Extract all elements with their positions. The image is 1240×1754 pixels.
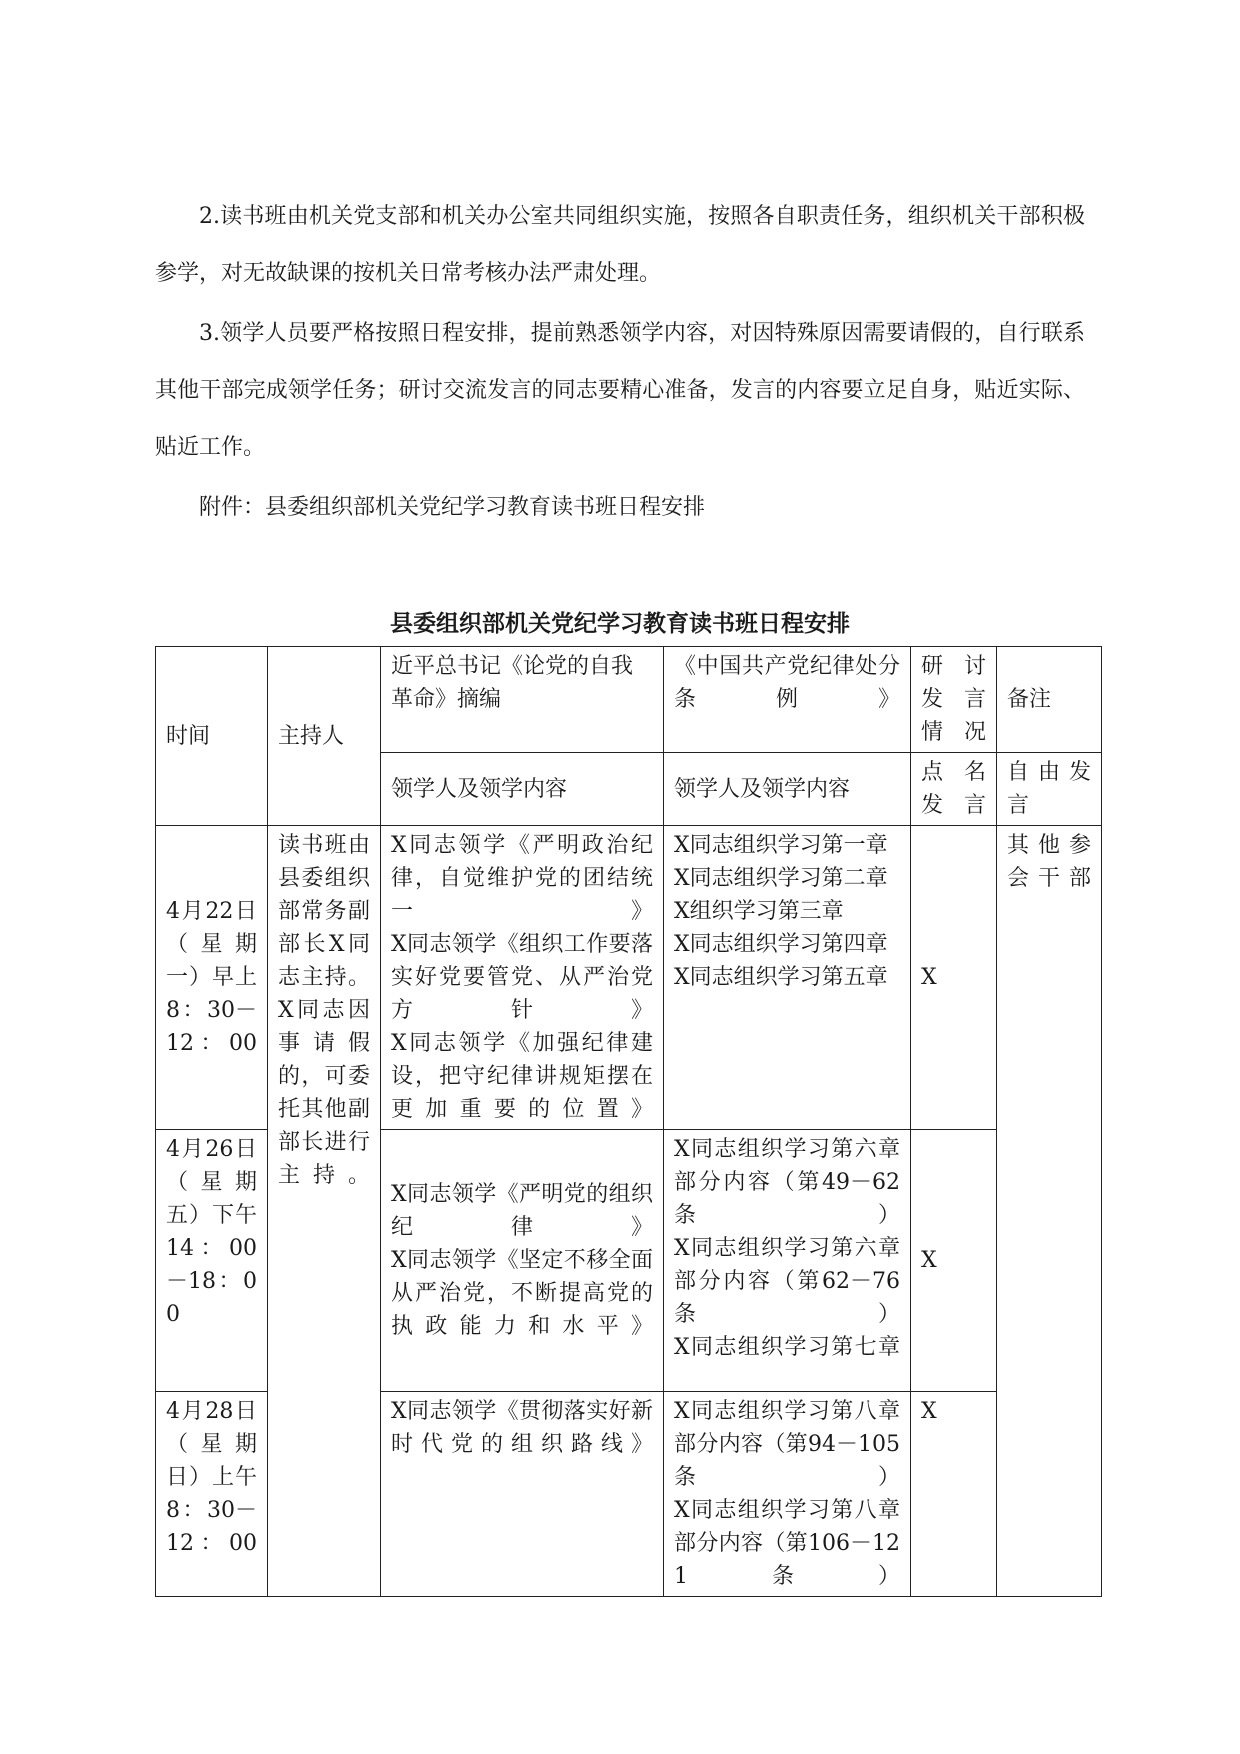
table-row [156, 826, 1102, 1130]
row3-book1 [381, 1392, 664, 1597]
row2-book2-item: X同志组织学习第六章部分内容（第49－62条） [674, 1137, 900, 1228]
subheader-book1: 领学人及领学内容 [381, 753, 664, 826]
header-remarks: 备注 [997, 647, 1102, 753]
row3-book2-item: X同志组织学习第八章部分内容（第106－121条） [674, 1498, 900, 1589]
subheader-free: 自由发言 [997, 753, 1102, 826]
row1-book2 [664, 826, 911, 1130]
row2-book1 [381, 1130, 664, 1392]
attachment-note: 附件：县委组织部机关党纪学习教育读书班日程安排 [199, 495, 706, 520]
paragraph-2: 2.读书班由机关党支部和机关办公室共同组织实施，按照各自职责任务，组织机关干部积极参学，对无故缺课的按机关日常考核办法严肃处理。 [155, 204, 1085, 286]
row1-book1 [381, 826, 664, 1130]
row2-time: 4月26日（星期五）下午14：00－18：00 [156, 1130, 268, 1392]
row3-time: 4月28日（星期日）上午8：30－12：00 [156, 1392, 268, 1597]
header-time: 时间 [156, 647, 268, 826]
row1-book1-item: X同志领学《严明政治纪律，自觉维护党的团结统一》 [391, 833, 653, 924]
row2-book1-item: X同志领学《坚定不移全面从严治党，不断提高党的执政能力和水平》 [391, 1248, 653, 1339]
host-cell: 读书班由县委组织部常务副部长X同志主持。X同志因事请假的，可委托其他副部长进行主持。 [268, 826, 381, 1597]
row3-book1-item: X同志领学《贯彻落实好新时代党的组织路线》 [391, 1399, 653, 1457]
header-book1: 近平总书记《论党的自我革命》摘编 [381, 647, 664, 753]
row1-named: X [911, 826, 997, 1130]
row1-book2-item: X组织学习第三章 [674, 899, 844, 924]
row3-book2-item: X同志组织学习第八章部分内容（第94－105条） [674, 1399, 900, 1490]
subheader-book2: 领学人及领学内容 [664, 753, 911, 826]
paragraph-3: 3.领学人员要严格按照日程安排，提前熟悉领学内容，对因特殊原因需要请假的，自行联系其他干部完成领学任务；研讨交流发言的同志要精心准备，发言的内容要立足自身，贴近实际、贴近工作。 [155, 321, 1085, 460]
row2-book2-item: X同志组织学习第六章部分内容（第62－76条） [674, 1236, 900, 1327]
row2-book1-item: X同志领学《严明党的组织纪律》 [391, 1182, 653, 1240]
row1-book2-item: X同志组织学习第五章 [674, 965, 888, 990]
row1-time: 4月22日（星期一）早上8：30－12：00 [156, 826, 268, 1130]
header-host: 主持人 [268, 647, 381, 826]
row1-book2-item: X同志组织学习第四章 [674, 932, 888, 957]
row1-book1-item: X同志领学《组织工作要落实好党要管党、从严治党方针》 [391, 932, 653, 1023]
row1-book1-item: X同志领学《加强纪律建设，把守纪律讲规矩摆在更加重要的位置》 [391, 1031, 653, 1122]
header-row [156, 647, 1102, 753]
row3-book2 [664, 1392, 911, 1597]
row2-book2 [664, 1130, 911, 1392]
row2-book2-item: X同志组织学习第七章 [674, 1335, 900, 1360]
row1-book2-item: X同志组织学习第一章 [674, 833, 888, 858]
table-title: 县委组织部机关党纪学习教育读书班日程安排 [390, 610, 850, 637]
row2-named: X [911, 1130, 997, 1392]
remarks-cell: 其他参会干部 [997, 826, 1102, 1597]
schedule-table [155, 646, 1102, 1597]
header-book2: 《中国共产党纪律处分条例》 [664, 647, 911, 753]
header-discussion: 研讨发言情况 [911, 647, 997, 753]
row3-named: X [911, 1392, 997, 1597]
subheader-named: 点名发言 [911, 753, 997, 826]
row1-book2-item: X同志组织学习第二章 [674, 866, 888, 891]
